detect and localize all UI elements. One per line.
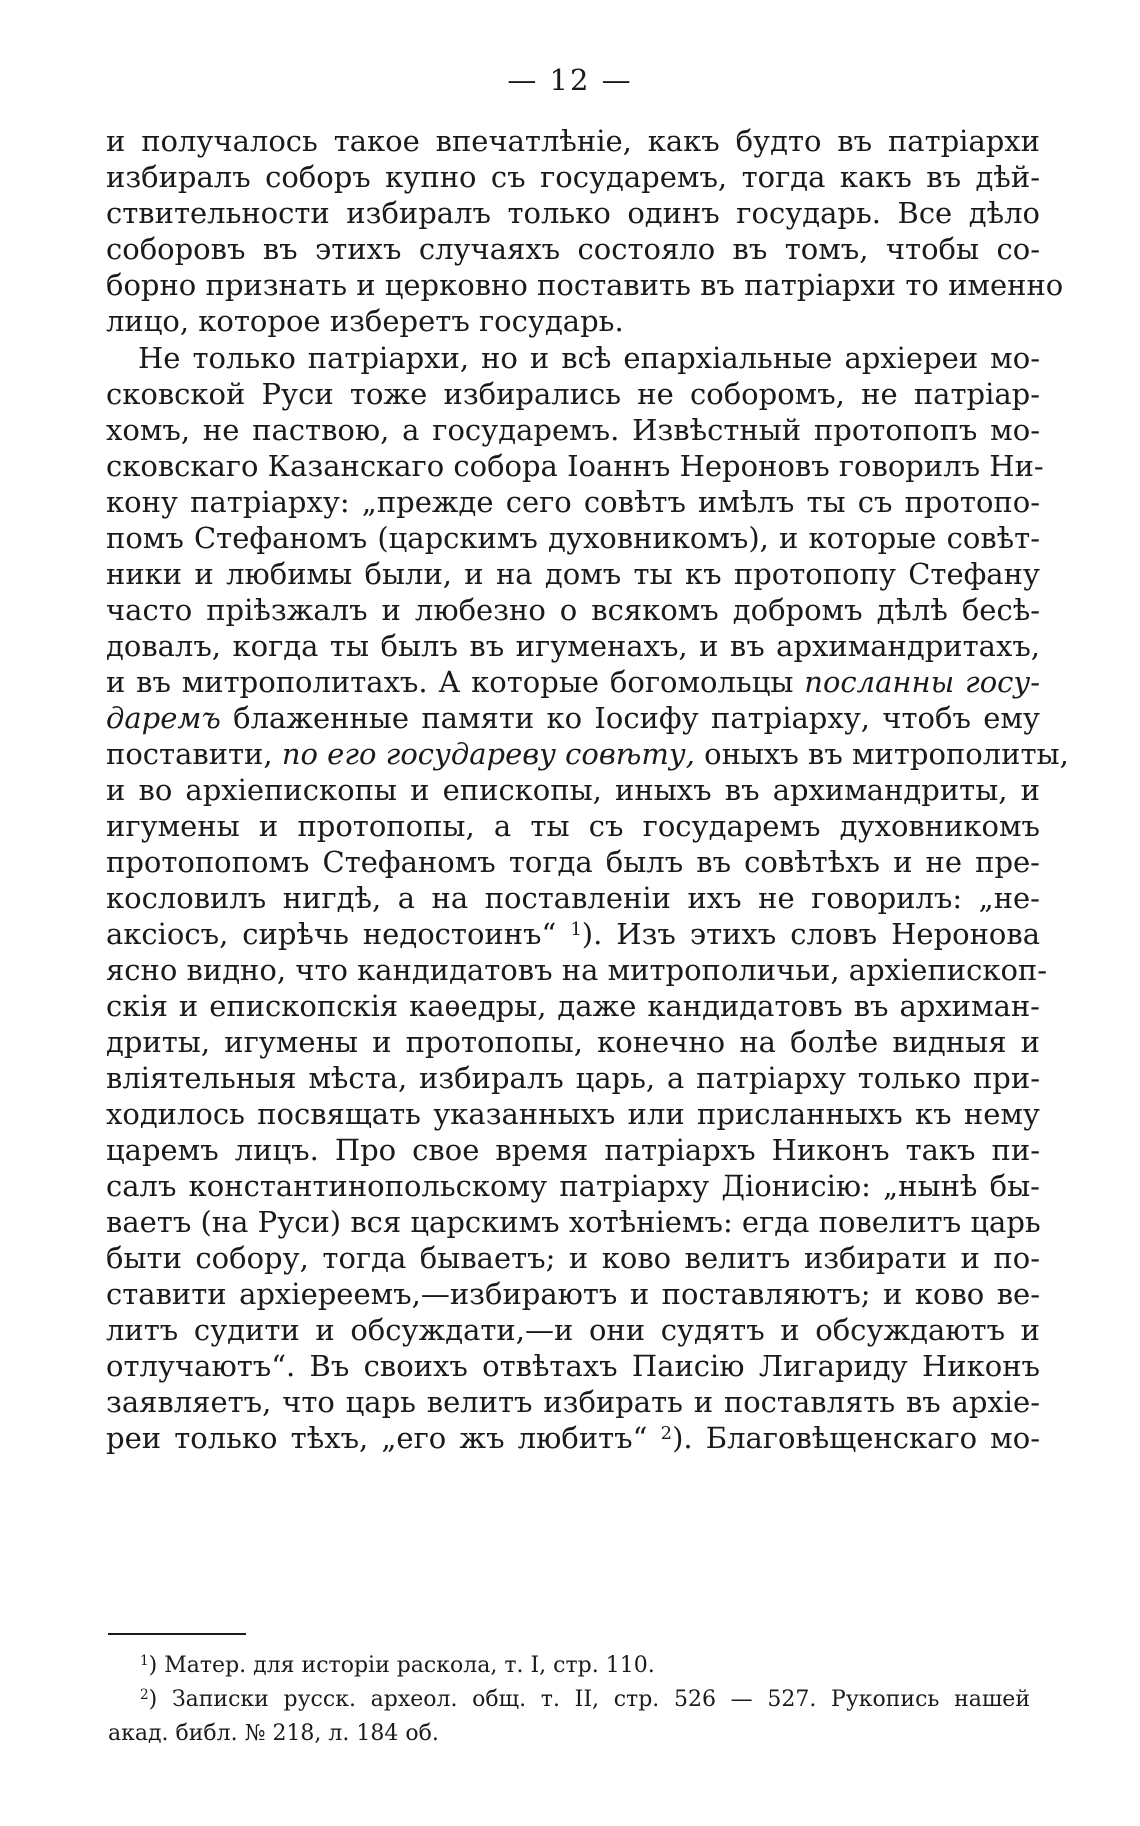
body-line: хомъ, не паствою, а государемъ. Извѣстный протопопъ мо- (106, 413, 1040, 447)
body-line: дриты, игумены и протопопы, конечно на болѣе видныя и (106, 1025, 1040, 1059)
body-line (106, 916, 1040, 952)
body-line: вліятельныя мѣста, избиралъ царь, а патріарху только при- (106, 1061, 1040, 1095)
body-line: сковской Руси тоже избирались не соборомъ, не патріар- (106, 377, 1040, 411)
body-line: ставити архіереемъ,—избираютъ и поставляютъ; и ково ве- (106, 1277, 1040, 1311)
body-line (106, 1420, 1040, 1456)
body-line: ходилось посвящать указанныхъ или присланныхъ къ нему (106, 1097, 1040, 1131)
italic-text (106, 701, 221, 735)
body-line: помъ Стефаномъ (царскимъ духовникомъ), и которые совѣт- (106, 521, 1040, 555)
body-line: игумены и протопопы, а ты съ государемъ духовникомъ (106, 809, 1040, 843)
body-text: реи только тѣхъ, „его жъ любитъ“ (106, 1421, 648, 1455)
body-line (106, 700, 1040, 736)
footnote-ref (570, 917, 1040, 951)
body-line: ясно видно, что кандидатовъ на митрополичьи, архіепископ- (106, 953, 1048, 987)
body-line: быти собору, тогда бываетъ; и ково велитъ избирати и по- (106, 1241, 1040, 1275)
body-text: аксіосъ, сирѣчь недостоинъ“ (106, 917, 557, 951)
footnote (140, 1652, 1030, 1680)
footnote-number: 2 (140, 1687, 149, 1704)
footnote-ref (661, 1421, 1040, 1455)
body-text: ). Изъ этихъ словъ Неронова (581, 917, 1040, 951)
italic-text: посланны госу- (804, 665, 1041, 699)
body-line: заявляетъ, что царь велитъ избирать и поставлять въ архіе- (106, 1385, 1040, 1419)
body-line: кону патріарху: „прежде сего совѣтъ имѣлъ ты съ протопо- (106, 485, 1040, 519)
body-text: оныхъ въ митрополиты, (704, 737, 1069, 771)
footnote-ref-number: 1 (570, 919, 582, 941)
body-line: Не только патріархи, но и всѣ епархіальные архіереи мо- (138, 341, 1040, 375)
body-line (106, 736, 1069, 772)
italic-fragment: дарем (106, 701, 202, 735)
italic-fragment: ъ (201, 701, 221, 735)
body-line: сковскаго Казанскаго собора Іоаннъ Нероновъ говорилъ Ни- (106, 449, 1044, 483)
footnote-number: 1 (140, 1653, 149, 1670)
body-line: ваетъ (на Руси) вся царскимъ хотѣніемъ: егда повелитъ царь (106, 1205, 1041, 1239)
footnote-text: ) Записки русск. археол. общ. т. II, стр. 526 — 527. Рукопись нашей (148, 1687, 1030, 1712)
body-text: поставити, (106, 737, 273, 771)
body-line: скія и епископскія каѳедры, даже кандидатовъ въ архиман- (106, 989, 1040, 1023)
body-line: царемъ лицъ. Про свое время патріархъ Никонъ такъ пи- (106, 1133, 1040, 1167)
body-text: блаженные памяти ко Іосифу патріарху, чтобъ ему (233, 701, 1040, 735)
body-line: борно признать и церковно поставить въ патріархи то именно (106, 268, 1064, 302)
body-text: ). Благовѣщенскаго мо- (672, 1421, 1041, 1455)
body-line: литъ судити и обсуждати,—и они судятъ и обсуждаютъ и (106, 1313, 1040, 1347)
body-line: и во архіепископы и епископы, иныхъ въ архимандриты, и (106, 773, 1040, 807)
footnote-text: ) Матер. для исторіи раскола, т. I, стр. 110. (148, 1653, 655, 1678)
footnote-divider (108, 1633, 246, 1635)
body-line: салъ константинопольскому патріарху Діонисію: „нынѣ бы- (106, 1169, 1040, 1203)
body-line: и получалось такое впечатлѣніе, какъ будто въ патріархи (106, 124, 1040, 158)
body-line: лицо, которое изберетъ государь. (106, 304, 624, 338)
body-line: часто пріѣзжалъ и любезно о всякомъ добромъ дѣлѣ бесѣ- (106, 593, 1040, 627)
body-line: кословилъ нигдѣ, а на поставленіи ихъ не говорилъ: „не- (106, 881, 1040, 915)
body-line: ствительности избиралъ только одинъ государь. Все дѣло (106, 196, 1040, 230)
footnote-ref-number: 2 (660, 1423, 673, 1445)
body-line: соборовъ въ этихъ случаяхъ состояло въ томъ, чтобы со- (106, 232, 1040, 266)
footnote-continuation: акад. библ. № 218, л. 184 об. (108, 1721, 439, 1746)
body-line (106, 664, 1040, 700)
body-line: ники и любимы были, и на домъ ты къ протопопу Стефану (106, 557, 1040, 591)
body-line: отлучаютъ“. Въ своихъ отвѣтахъ Паисію Лигариду Никонъ (106, 1349, 1040, 1383)
footnote (140, 1686, 1030, 1714)
body-text: и въ митрополитахъ. А которые богомольцы (106, 665, 794, 699)
body-line: довалъ, когда ты былъ въ игуменахъ, и въ архимандритахъ, (106, 629, 1040, 663)
italic-text: по его государеву совѣту, (281, 737, 695, 771)
body-line: избиралъ соборъ купно съ государемъ, тогда какъ въ дѣй- (106, 160, 1040, 194)
body-line: протопопомъ Стефаномъ тогда былъ въ совѣтѣхъ и не пре- (106, 845, 1040, 879)
page-number: — 12 — (507, 63, 633, 97)
